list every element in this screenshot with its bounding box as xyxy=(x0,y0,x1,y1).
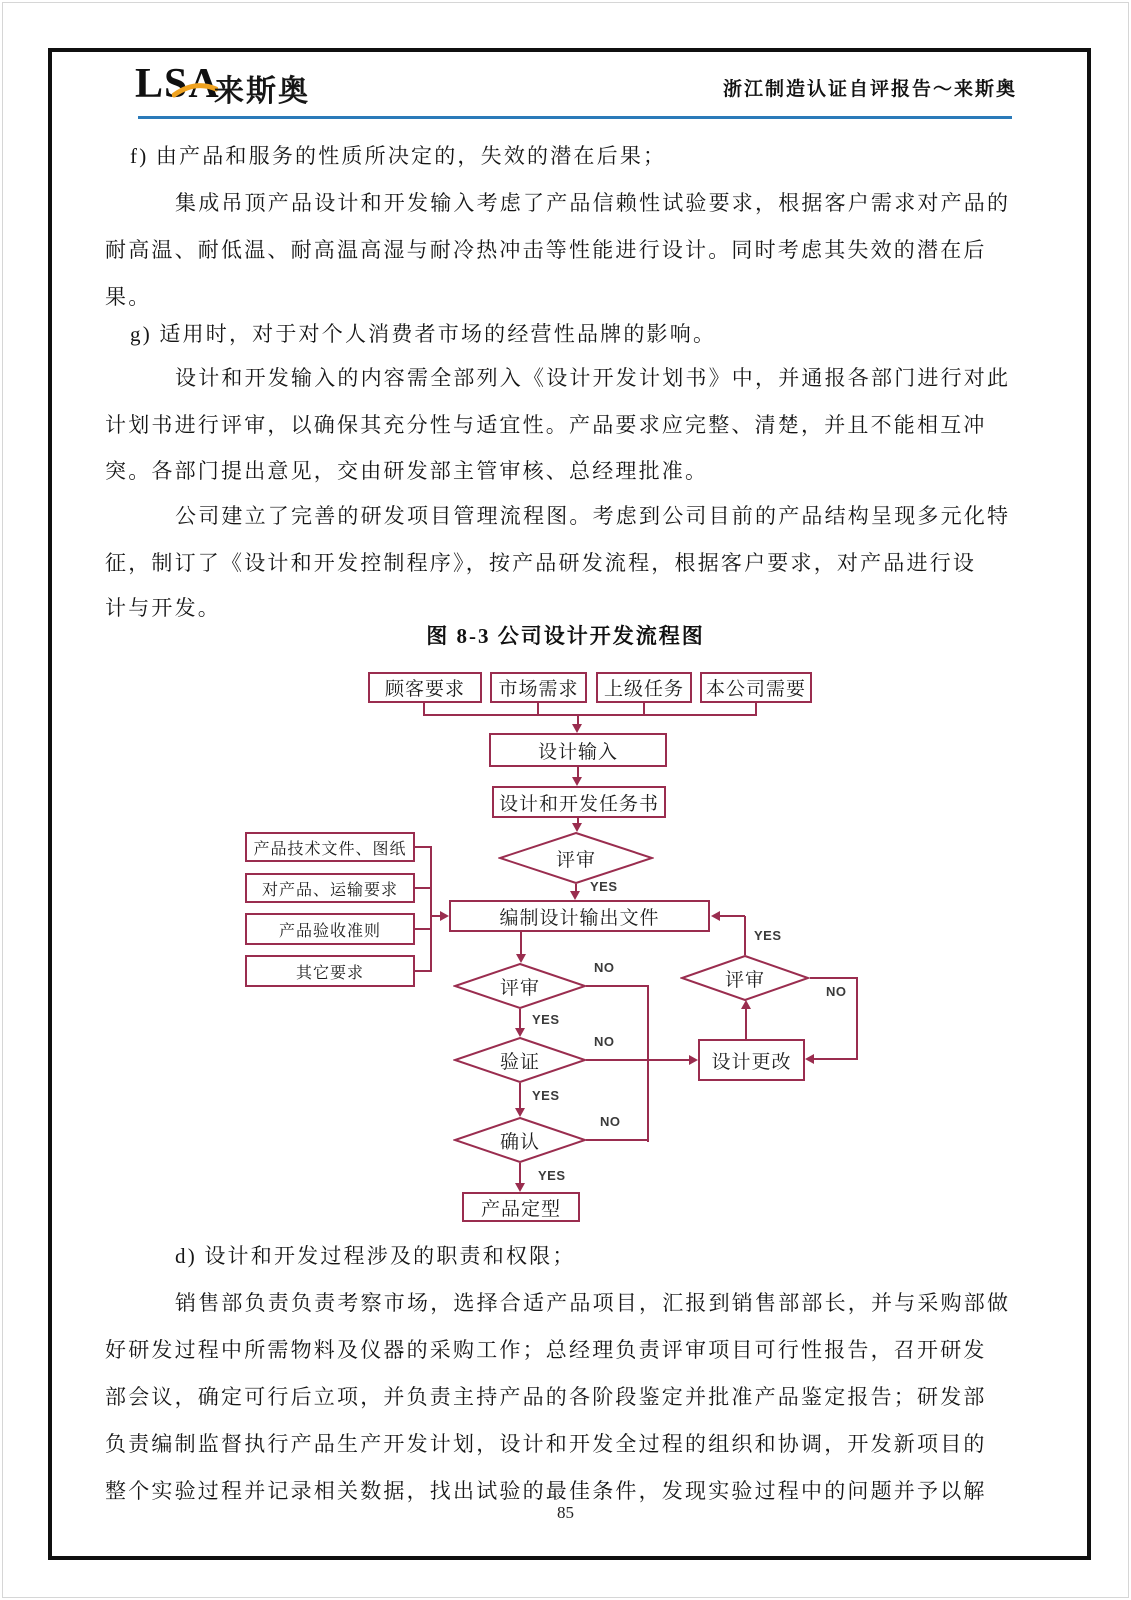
connector-line xyxy=(586,985,648,987)
logo-lsa-text: LSA xyxy=(135,61,220,107)
flow-diamond-review-2 xyxy=(453,963,587,1009)
arrow-head xyxy=(805,1054,814,1064)
text-line: 突。各部门提出意见，交由研发部主管审核、总经理批准。 xyxy=(105,459,709,483)
arrow-head xyxy=(515,1028,525,1037)
connector-line xyxy=(423,703,425,714)
flow-box-transport-req: 对产品、运输要求 xyxy=(245,873,415,903)
connector-line xyxy=(813,1058,858,1060)
flow-box-acceptance-criteria: 产品验收准则 xyxy=(245,913,415,945)
text-line: 好研发过程中所需物料及仪器的采购工作；总经理负责评审项目可行性报告，召开研发 xyxy=(105,1338,987,1362)
arrow-head xyxy=(570,891,580,900)
connector-line xyxy=(415,887,430,889)
connector-line xyxy=(537,703,539,714)
text-line: 部会议，确定可行后立项，并负责主持产品的各阶段鉴定并批准产品鉴定报告；研发部 xyxy=(105,1385,987,1409)
text-line: 征，制订了《设计和开发控制程序》，按产品研发流程，根据客户要求，对产品进行设 xyxy=(105,551,977,575)
flow-box-design-change: 设计更改 xyxy=(698,1039,805,1081)
header-rule xyxy=(138,116,1012,119)
connector-line xyxy=(586,1059,690,1061)
text-line: f) 由产品和服务的性质所决定的，失效的潜在后果； xyxy=(130,144,667,168)
flow-diamond-label: 评审 xyxy=(724,969,765,991)
yes-label: YES xyxy=(538,1168,566,1183)
text-line: g) 适用时，对于对个人消费者市场的经营性品牌的影响。 xyxy=(130,322,717,346)
connector-line xyxy=(643,703,645,714)
yes-label: YES xyxy=(590,879,618,894)
flow-diamond-review-3 xyxy=(680,955,810,1001)
flow-box-other-req: 其它要求 xyxy=(245,955,415,987)
connector-line xyxy=(519,1163,521,1184)
flow-box-customer-req: 顾客要求 xyxy=(368,672,482,703)
flow-diamond-verify xyxy=(453,1037,587,1083)
arrow-head xyxy=(689,1055,698,1065)
yes-label: YES xyxy=(754,928,782,943)
logo-company-name: 来斯奥 xyxy=(214,75,310,108)
page-number: 85 xyxy=(557,1503,574,1522)
connector-line xyxy=(430,846,432,972)
connector-line xyxy=(647,985,649,1142)
connector-line xyxy=(586,1139,648,1141)
flow-diamond-label: 评审 xyxy=(555,849,596,871)
arrow-head xyxy=(711,911,720,921)
connector-line xyxy=(519,1083,521,1109)
flow-diamond-label: 评审 xyxy=(499,977,540,999)
connector-line xyxy=(745,1009,747,1039)
connector-line xyxy=(415,928,430,930)
flow-box-company-need: 本公司需要 xyxy=(700,672,812,703)
logo-swoosh-icon xyxy=(172,82,218,103)
connector-line xyxy=(744,916,746,955)
flow-box-market-demand: 市场需求 xyxy=(490,672,587,703)
figure-caption: 图 8-3 公司设计开发流程图 xyxy=(426,624,705,648)
text-line: 负责编制监督执行产品生产开发计划，设计和开发全过程的组织和协调，开发新项目的 xyxy=(105,1432,987,1456)
connector-line xyxy=(520,932,522,955)
connector-line xyxy=(423,714,757,716)
arrow-head xyxy=(572,823,582,832)
connector-line xyxy=(810,977,858,979)
text-line: 整个实验过程并记录相关数据，找出试验的最佳条件，发现实验过程中的问题并予以解 xyxy=(105,1479,987,1503)
connector-line xyxy=(755,703,757,714)
flow-diamond-review-1 xyxy=(498,832,654,884)
connector-line xyxy=(415,846,430,848)
flow-box-task-book: 设计和开发任务书 xyxy=(492,786,666,818)
text-line: 公司建立了完善的研发项目管理流程图。考虑到公司目前的产品结构呈现多元化特 xyxy=(175,504,1011,528)
connector-line xyxy=(519,1009,521,1029)
flow-box-tech-docs: 产品技术文件、图纸 xyxy=(245,832,415,862)
arrow-head xyxy=(440,911,449,921)
arrow-head xyxy=(516,954,526,963)
no-label: NO xyxy=(600,1114,621,1129)
text-line: 设计和开发输入的内容需全部列入《设计开发计划书》中，并通报各部门进行对此 xyxy=(175,366,1011,390)
arrow-head xyxy=(572,777,582,786)
flow-box-design-input: 设计输入 xyxy=(489,733,667,767)
flow-box-product-final: 产品定型 xyxy=(462,1192,580,1222)
text-line: 销售部负责负责考察市场，选择合适产品项目，汇报到销售部部长，并与采购部做 xyxy=(175,1291,1011,1315)
text-line: 集成吊顶产品设计和开发输入考虑了产品信赖性试验要求，根据客户需求对产品的 xyxy=(175,191,1011,215)
flow-diamond-label: 确认 xyxy=(499,1131,540,1153)
flow-box-output-doc: 编制设计输出文件 xyxy=(449,900,710,932)
arrow-head xyxy=(515,1183,525,1192)
text-line: d) 设计和开发过程涉及的职责和权限； xyxy=(175,1244,576,1268)
connector-line xyxy=(415,970,430,972)
header-doc-title: 浙江制造认证自评报告～来斯奥 xyxy=(722,79,1017,100)
text-line: 耐高温、耐低温、耐高温高湿与耐冷热冲击等性能进行设计。同时考虑其失效的潜在后 xyxy=(105,238,987,262)
text-line: 果。 xyxy=(105,285,152,309)
yes-label: YES xyxy=(532,1088,560,1103)
connector-line xyxy=(856,977,858,1060)
arrow-head xyxy=(572,724,582,733)
connector-line xyxy=(717,915,745,917)
no-label: NO xyxy=(826,984,847,999)
yes-label: YES xyxy=(532,1012,560,1027)
flow-diamond-label: 验证 xyxy=(499,1051,540,1073)
text-line: 计与开发。 xyxy=(105,596,221,620)
text-line: 计划书进行评审，以确保其充分性与适宜性。产品要求应完整、清楚，并且不能相互冲 xyxy=(105,413,987,437)
no-label: NO xyxy=(594,1034,615,1049)
arrow-head xyxy=(741,1000,751,1009)
no-label: NO xyxy=(594,960,615,975)
flow-box-superior-task: 上级任务 xyxy=(596,672,692,703)
arrow-head xyxy=(515,1108,525,1117)
flow-diamond-confirm xyxy=(453,1117,587,1163)
